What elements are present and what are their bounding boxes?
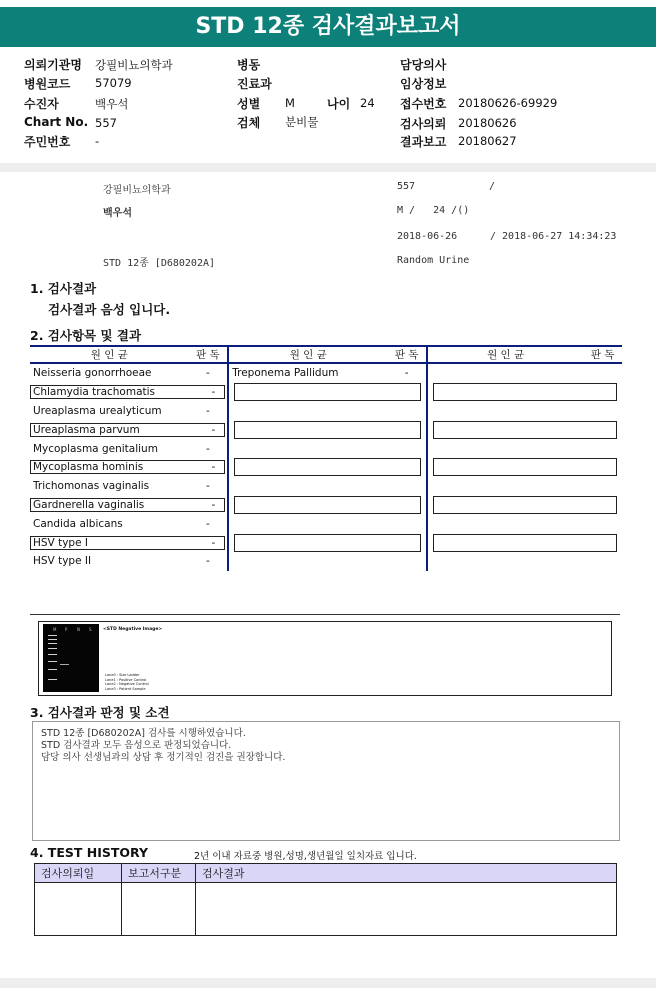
institution-value: 강필비뇨의학과 — [95, 58, 173, 72]
control-band — [60, 664, 69, 665]
empty-cell — [228, 402, 387, 421]
receipt-label: 접수번호 — [400, 97, 447, 111]
section-4-title: 4. TEST HISTORY — [30, 845, 149, 860]
col-pathogen-3: 원 인 균 — [427, 346, 583, 363]
institution-label: 의뢰기관명 — [24, 58, 82, 72]
empty-cell — [583, 402, 622, 421]
section-3-title: 3. 검사결과 판정 및 소견 — [30, 705, 170, 720]
table-body — [30, 363, 622, 571]
age-label: 나이 — [327, 97, 351, 111]
empty-cell — [427, 533, 622, 552]
receipt-value: 20180626-69929 — [458, 96, 558, 110]
gel-lane-label: P — [65, 627, 68, 632]
gel-legend-item: Lane2 : Negative Control — [105, 682, 149, 686]
overlay-sample: Random Urine — [397, 255, 470, 266]
boxed-cell — [30, 458, 228, 477]
chart-value: 557 — [95, 116, 117, 130]
boxed-cell — [30, 496, 228, 515]
gel-legend — [105, 673, 149, 691]
gel-image-frame — [38, 621, 612, 696]
opinion-text — [33, 722, 619, 770]
empty-box — [234, 383, 421, 401]
history-table — [34, 863, 617, 936]
pathogen-result: - — [189, 514, 229, 533]
gel-legend-item: Lane0 : Size Ladder — [105, 673, 140, 677]
table-row — [30, 552, 622, 571]
empty-cell — [387, 477, 427, 496]
clinical-label: 임상정보 — [400, 77, 447, 91]
history-cell — [122, 883, 196, 936]
empty-cell — [583, 363, 622, 383]
empty-cell — [583, 552, 622, 571]
opinion-box — [32, 721, 620, 841]
resident-label: 주민번호 — [24, 135, 71, 149]
pathogen-name: HSV type I — [33, 536, 88, 549]
pathogen-result: - — [189, 363, 229, 383]
empty-cell — [387, 439, 427, 458]
opinion-line: STD 12종 [D680202A] 검사를 시행하였습니다. — [41, 728, 246, 739]
pathogen-name: Candida albicans — [33, 517, 123, 530]
pathogen-name: Trichomonas vaginalis — [33, 480, 150, 493]
report-value: 20180627 — [458, 134, 517, 148]
history-cell — [35, 883, 122, 936]
empty-cell — [427, 363, 583, 383]
ladder-band — [48, 654, 57, 655]
empty-cell — [427, 514, 583, 533]
overlay-slash: / — [489, 181, 496, 192]
patient-label: 수진자 — [24, 97, 59, 111]
history-col-result: 검사결과 — [196, 864, 617, 883]
pathogen-name: Ureaplasma parvum — [33, 423, 140, 436]
specimen-value: 분비물 — [285, 115, 319, 129]
table-row — [30, 496, 622, 515]
results-table — [30, 345, 622, 571]
history-col-date: 검사의뢰일 — [35, 864, 122, 883]
ladder-band — [48, 669, 57, 670]
empty-cell — [427, 458, 622, 477]
boxed-cell — [30, 533, 228, 552]
overlay-sexage: M / 24 /() — [397, 205, 470, 216]
empty-cell — [583, 439, 622, 458]
overlay-test: STD 12종 [D680202A] — [103, 258, 216, 269]
empty-cell — [427, 552, 583, 571]
report-label: 결과보고 — [400, 135, 447, 149]
empty-box — [234, 421, 421, 439]
resident-value: - — [95, 134, 100, 148]
opinion-line: 담당 의사 선생님과의 상담 후 정기적인 검진을 권장합니다. — [41, 752, 286, 763]
table-row — [30, 514, 622, 533]
empty-cell — [387, 552, 427, 571]
gel-lane-label: S — [89, 627, 92, 632]
empty-cell — [228, 383, 427, 402]
pathogen-name: Chlamydia trachomatis — [33, 386, 156, 399]
chart-label: Chart No. — [24, 115, 89, 129]
request-value: 20180626 — [458, 116, 517, 130]
opinion-line: STD 검사결과 모두 음성으로 판정되었습니다. — [41, 740, 232, 751]
history-header — [35, 864, 617, 883]
pathogen-result: - — [211, 386, 216, 399]
empty-cell — [583, 514, 622, 533]
col-result-1: 판 독 — [189, 346, 229, 363]
pathogen-result: - — [211, 536, 216, 549]
empty-cell — [387, 514, 427, 533]
table-row — [30, 477, 622, 496]
pathogen-result: - — [211, 461, 216, 474]
overlay-date2: / 2018-06-27 14:34:23 — [490, 231, 617, 242]
history-col-type: 보고서구분 — [122, 864, 196, 883]
hospital-code-value: 57079 — [95, 76, 132, 90]
empty-cell — [387, 402, 427, 421]
overlay-clinic: 강필비뇨의학과 — [103, 185, 171, 196]
report-title: STD 12종 검사결과보고서 — [0, 7, 656, 47]
empty-cell — [228, 420, 427, 439]
history-row — [35, 883, 617, 936]
table-row — [30, 383, 622, 402]
gel-legend-item: Lane3 : Patient Sample — [105, 686, 146, 691]
table-row — [30, 402, 622, 421]
empty-cell — [228, 496, 427, 515]
empty-cell — [228, 439, 387, 458]
table-row — [30, 458, 622, 477]
empty-cell — [583, 477, 622, 496]
pathogen-result: - — [211, 498, 216, 511]
bottom-band — [0, 978, 656, 988]
col-pathogen-1: 원 인 균 — [30, 346, 189, 363]
empty-cell — [228, 477, 387, 496]
empty-box — [433, 421, 617, 439]
empty-cell — [228, 533, 427, 552]
doctor-label: 담당의사 — [400, 58, 447, 72]
pathogen-result: - — [387, 363, 427, 383]
table-row — [30, 533, 622, 552]
empty-box — [433, 458, 617, 476]
separator-line — [30, 614, 620, 615]
specimen-label: 검체 — [237, 116, 261, 130]
empty-cell — [228, 458, 427, 477]
overlay-date1: 2018-06-26 — [397, 231, 458, 242]
ladder-band — [48, 648, 57, 649]
empty-cell — [427, 383, 622, 402]
pathogen-name: Mycoplasma hominis — [33, 461, 144, 474]
empty-box — [433, 383, 617, 401]
gel-lane-label: N — [77, 627, 80, 632]
patient-value: 백우석 — [95, 97, 129, 111]
table-header — [30, 346, 622, 363]
empty-box — [234, 496, 421, 514]
pathogen-name: Gardnerella vaginalis — [33, 498, 145, 511]
empty-box — [234, 534, 421, 552]
empty-box — [433, 534, 617, 552]
table-row — [30, 420, 622, 439]
ladder-band — [48, 639, 57, 640]
empty-cell — [427, 402, 583, 421]
section-1-text: 검사결과 음성 입니다. — [48, 302, 171, 317]
pathogen-name: Neisseria gonorrhoeae — [33, 367, 152, 380]
gel-image — [43, 624, 99, 692]
gel-background — [43, 624, 99, 692]
ladder-band — [48, 661, 57, 662]
pathogen-name: Ureaplasma urealyticum — [33, 404, 162, 417]
sex-value: M — [285, 96, 295, 110]
hospital-code-label: 병원코드 — [24, 77, 71, 91]
table-row — [30, 363, 622, 383]
empty-cell — [427, 439, 583, 458]
table-row — [30, 439, 622, 458]
col-pathogen-2: 원 인 균 — [228, 346, 387, 363]
empty-box — [234, 458, 421, 476]
divider-band — [0, 163, 656, 172]
empty-cell — [228, 514, 387, 533]
gel-caption: <STD Negative Image> — [103, 627, 163, 632]
section-2-title: 2. 검사항목 및 결과 — [30, 328, 142, 343]
col-result-3: 판 독 — [583, 346, 622, 363]
ladder-band — [48, 635, 57, 636]
sex-label: 성별 — [237, 97, 261, 111]
col-result-2: 판 독 — [387, 346, 427, 363]
pathogen-result: - — [189, 439, 229, 458]
dept-label: 진료과 — [237, 77, 272, 91]
age-value: 24 — [360, 96, 375, 110]
boxed-cell — [30, 420, 228, 439]
pathogen-name: Mycoplasma genitalium — [33, 442, 158, 455]
history-note: 2년 이내 자료중 병원,성명,생년월일 일치자료 입니다. — [194, 851, 417, 862]
empty-box — [433, 496, 617, 514]
pathogen-name: HSV type II — [33, 555, 92, 568]
gel-legend-item: Lane1 : Positive Control — [105, 677, 147, 682]
overlay-chart: 557 — [397, 181, 416, 192]
empty-cell — [427, 420, 622, 439]
ladder-band — [48, 643, 57, 644]
empty-cell — [228, 552, 387, 571]
pathogen-result: - — [211, 423, 216, 436]
empty-cell — [427, 496, 622, 515]
ladder-band — [48, 679, 57, 680]
history-cell — [196, 883, 617, 936]
empty-cell — [427, 477, 583, 496]
overlay-name: 백우석 — [103, 208, 132, 219]
ward-label: 병동 — [237, 58, 261, 72]
pathogen-result: - — [189, 552, 229, 571]
gel-lane-label: M — [53, 627, 57, 632]
pathogen-result: - — [189, 477, 229, 496]
pathogen-result: - — [189, 402, 229, 421]
boxed-cell — [30, 383, 228, 402]
request-label: 검사의뢰 — [400, 117, 447, 131]
section-1-title: 1. 검사결과 — [30, 281, 97, 296]
pathogen-name: Treponema Pallidum — [232, 367, 339, 380]
